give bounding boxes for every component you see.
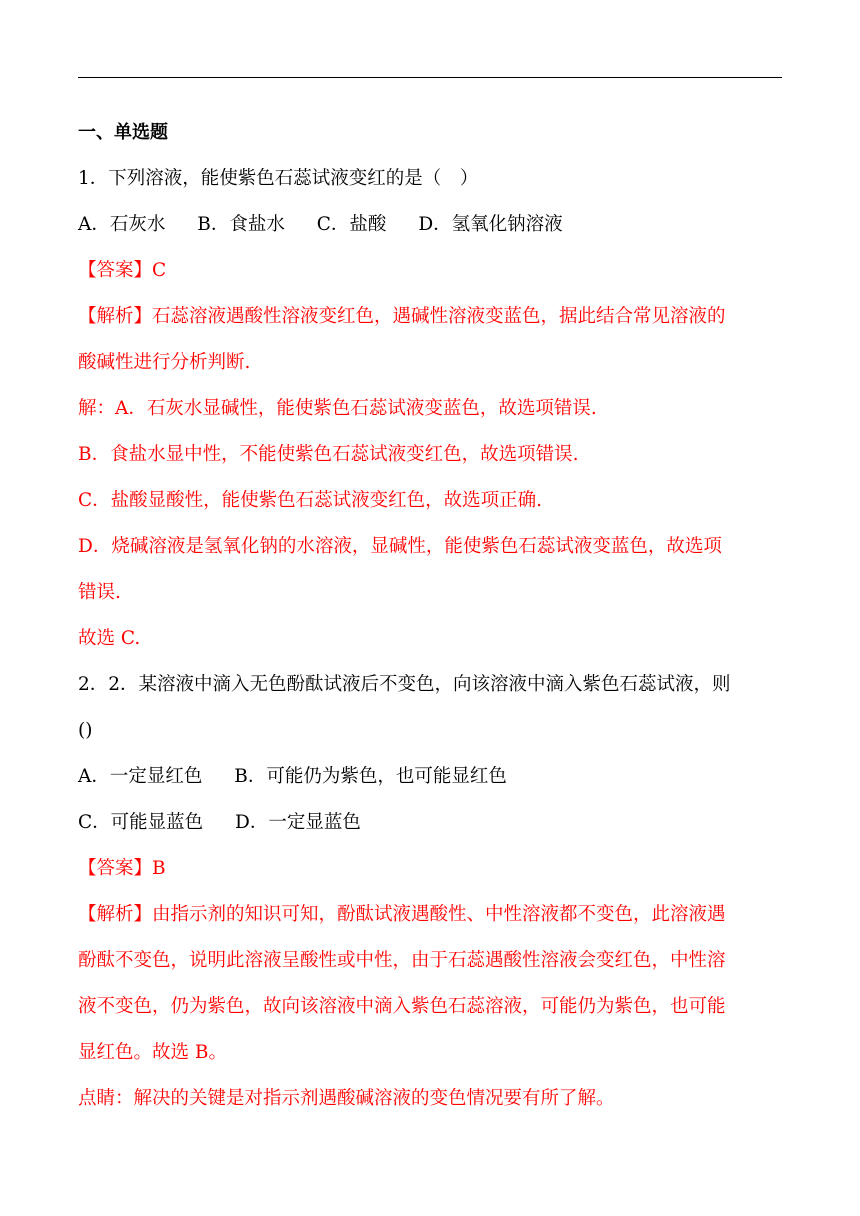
q2-analysis-text: 由指示剂的知识可知，酚酞试液遇酸性、中性溶液都不变色，此溶液遇: [152, 904, 726, 925]
q1-solution-c: C．盐酸显酸性，能使紫色石蕊试液变红色，故选项正确.: [78, 490, 543, 511]
q2-stem-line-1: 2．2．某溶液中滴入无色酚酞试液后不变色，向该溶液中滴入紫色石蕊试液，则: [78, 674, 731, 695]
q1-option-a: A．石灰水: [78, 214, 166, 235]
q2-answer-tag: 【答案】: [78, 858, 153, 879]
q2-option-c: C．可能显蓝色: [78, 812, 204, 833]
q2-options-row-2: [78, 800, 784, 846]
header-rule: [78, 77, 782, 78]
q1-option-b: B．食盐水: [197, 214, 285, 235]
q2-answer: [78, 846, 784, 892]
q1-solution-d: D．烧碱溶液是氢氧化钠的水溶液，显碱性，能使紫色石蕊试液变蓝色，故选项: [78, 536, 722, 557]
q2-comment: 点睛：解决的关键是对指示剂遇酸碱溶液的变色情况要有所了解。: [78, 1088, 615, 1109]
q1-option-d: D．氢氧化钠溶液: [418, 214, 563, 235]
q1-option-c: C．盐酸: [316, 214, 387, 235]
section-heading: 一、单选题: [78, 122, 168, 143]
q1-analysis-line-1: [78, 294, 784, 340]
q1-stem: 1．下列溶液，能使紫色石蕊试液变红的是（ ）: [78, 168, 479, 189]
q1-solution-d-cont: 错误.: [78, 582, 121, 603]
q1-analysis-line-2: 酸碱性进行分析判断.: [78, 352, 251, 373]
q2-options-row-1: [78, 754, 784, 800]
q2-analysis-line-4: 显红色。故选 B。: [78, 1042, 227, 1063]
q2-answer-value: B: [152, 858, 166, 879]
q1-analysis-tag: 【解析】: [78, 306, 153, 327]
q1-conclusion: 故选 C.: [78, 628, 141, 649]
q2-analysis-line-3: 液不变色，仍为紫色，故向该溶液中滴入紫色石蕊溶液，可能仍为紫色，也可能: [78, 996, 726, 1017]
q2-option-d: D．一定显蓝色: [235, 812, 361, 833]
q2-analysis-line-2: 酚酞不变色，说明此溶液呈酸性或中性，由于石蕊遇酸性溶液会变红色，中性溶: [78, 950, 726, 971]
q1-options: [78, 202, 784, 248]
q2-analysis-tag: 【解析】: [78, 904, 153, 925]
q2-analysis-line-1: [78, 892, 784, 938]
q1-answer-value: C: [152, 260, 167, 281]
q2-stem-line-2: (): [78, 720, 93, 741]
q1-solution-a: 解：A．石灰水显碱性，能使紫色石蕊试液变蓝色，故选项错误.: [78, 398, 597, 419]
q1-answer: [78, 248, 784, 294]
q1-solution-b: B．食盐水显中性，不能使紫色石蕊试液变红色，故选项错误.: [78, 444, 579, 465]
q1-answer-tag: 【答案】: [78, 260, 153, 281]
q2-option-b: B．可能仍为紫色，也可能显红色: [234, 766, 507, 787]
document-body: [78, 110, 784, 1122]
q2-option-a: A．一定显红色: [78, 766, 203, 787]
q1-analysis-text: 石蕊溶液遇酸性溶液变红色，遇碱性溶液变蓝色，据此结合常见溶液的: [152, 306, 726, 327]
